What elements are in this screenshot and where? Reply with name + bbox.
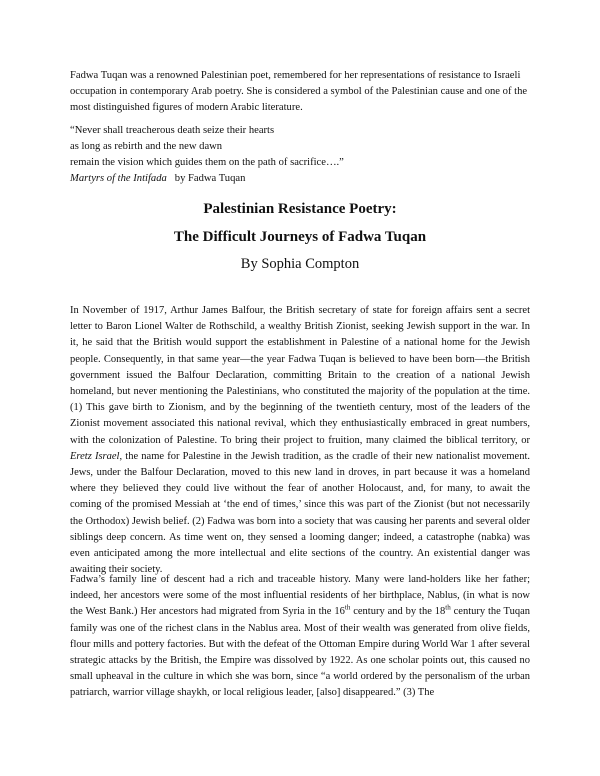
- emphasis-text: Eretz Israel: [70, 450, 120, 462]
- epigraph-source-author: by Fadwa Tuqan: [174, 173, 246, 184]
- paragraph-text: , the name for Palestine in the Jewish tradition, as the cradle of their new nationalist movement. Jews, under the Balfour Declaration, moved to this new land in droves, in part because it was a homeland where they believed they could live without the fear of another Holocaust, and, for many, to await the coming of the promised Messiah at ‘the end of times,’ since this was part of the Zionist (but not necessarily the Orthodox) Jewish belief. (2) Fadwa was born into a society that was causing her parents and several older siblings deep concern. As time went on, they sensed a looming danger; indeed, a catastrophe (nabka) was even anticipated among the more intellectual and elite sections of the country. An existential danger was awaiting their society.: [70, 450, 530, 576]
- epigraph-line: “Never shall treacherous death seize their hearts: [70, 125, 275, 136]
- superscript: th: [445, 603, 451, 612]
- paragraph-text: century and by the 18: [350, 606, 446, 618]
- superscript: th: [344, 603, 351, 612]
- article-author: By Sophia Compton: [240, 256, 360, 272]
- paragraph-text: Fadwa’s family line of descent had a rich and traceable history. Many were land-holders like her father; indeed, her ancestors were some of the most influential residents of her birthplace, Nablus, (in what is now the West Bank.) Her ancestors had migrated from Syria in the 16: [70, 574, 530, 618]
- epigraph-line: as long as rebirth and the new dawn: [70, 141, 223, 152]
- paragraph-text: This gave birth to Zionism, and by the beginning of the twentieth century, most of the leaders of the Zionist movement associated this national revival, which they enthusiastically embraced in great numbers, with the colonization of Palestine. To bring their project to fruition, many claimed the biblical territory, or: [70, 402, 530, 446]
- body-paragraph-1: [70, 303, 530, 578]
- epigraph-source: [70, 171, 530, 187]
- epigraph-source-title: Martyrs of the Intifada: [70, 173, 167, 184]
- body-paragraph-2: [70, 572, 530, 702]
- epigraph-line: remain the vision which guides them on the path of sacrifice….”: [70, 157, 344, 168]
- article-title-line2: The Difficult Journeys of Fadwa Tuqan: [173, 229, 427, 245]
- article-title-line1: Palestinian Resistance Poetry:: [203, 201, 397, 217]
- epigraph: [70, 123, 530, 187]
- intro-paragraph: Fadwa Tuqan was a renowned Palestinian poet, remembered for her representations of resistance to Israeli occupation in contemporary Arab poetry. She is considered a symbol of the Palestinian cause and one of the most distinguished figures of modern Arabic literature.: [70, 70, 528, 113]
- paragraph-text: century the Tuqan family was one of the richest clans in the Nablus area. Most of their wealth was generated from olive fields, flour mills and pottery factories. But with the defeat of the Ottoman Empire during World War 1 after several strategic attacks by the British, the Empire was dissolved by 1922. As one scholar points out, this caused no small upheaval in the culture in which she was born, since “a world ordered by the personalism of the urban patriarch, warrior village shaykh, or local religious leader, [also] disappeared.” (3) The: [70, 606, 530, 699]
- paragraph-text: In November of 1917, Arthur James Balfour, the British secretary of state for foreign affairs sent a secret letter to Baron Lionel Walter de Rothschild, a wealthy British Zionist, seeking Jewish support in the war. In it, he said that the British would support the establishment in Palestine of a national home for the Jewish people. Consequently, in that same year—the year Fadwa Tuqan is believed to have been born—the British government issued the Balfour Declaration, committing Britain to the creation of a national Jewish homeland, but never mentioning the Palestinians, who constituted the majority of the population at the time. (1): [70, 305, 530, 414]
